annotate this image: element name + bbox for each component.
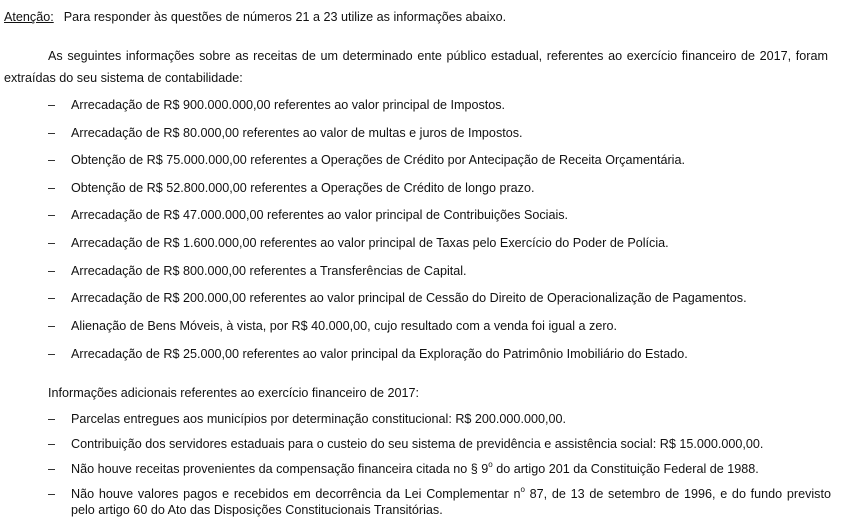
list-item-text: Alienação de Bens Móveis, à vista, por R$ 40.000,00, cujo resultado com a venda foi igual a zero. <box>71 319 618 333</box>
superscript: o <box>488 460 493 469</box>
bullet-dash: – <box>48 98 56 112</box>
list-item-text: Arrecadação de R$ 25.000,00 referentes ao valor principal da Exploração do Patrimônio Imobiliário do Estado. <box>71 347 688 361</box>
bullet-dash: – <box>48 462 56 476</box>
bullet-dash: – <box>48 208 56 222</box>
bullet-dash: – <box>48 319 56 333</box>
list-item-text: Arrecadação de R$ 900.000.000,00 referentes ao valor principal de Impostos. <box>71 98 506 112</box>
attention-text: Para responder às questões de números 21 a 23 utilize as informações abaixo. <box>63 10 507 24</box>
list-item-text: Obtenção de R$ 52.800.000,00 referentes a Operações de Crédito de longo prazo. <box>71 181 535 195</box>
list-item-text: Arrecadação de R$ 800.000,00 referentes a Transferências de Capital. <box>71 264 467 278</box>
list-item-text: Arrecadação de R$ 80.000,00 referentes ao valor de multas e juros de Impostos. <box>71 126 523 140</box>
bullet-dash: – <box>48 153 56 167</box>
bullet-dash: – <box>48 181 56 195</box>
list-item-text: Arrecadação de R$ 47.000.000,00 referentes ao valor principal de Contribuições Sociais. <box>71 208 569 222</box>
list-item-text: Arrecadação de R$ 200.000,00 referentes ao valor principal de Cessão do Direito de Operacionalização de Pagamentos. <box>71 291 747 305</box>
list-item-text: Obtenção de R$ 75.000.000,00 referentes a Operações de Crédito por Antecipação de Receita Orçamentária. <box>71 153 685 167</box>
superscript: o <box>520 485 525 494</box>
text-part: 87, de 13 de setembro de 1996, e do fundo previsto pelo artigo 60 do Ato das Disposições Constitucionais Transitórias. <box>71 487 831 517</box>
bullet-dash: – <box>48 236 56 250</box>
list-item-text: Parcelas entregues aos municípios por determinação constitucional: R$ 200.000.000,00. <box>71 412 566 426</box>
list-item-text <box>71 461 759 477</box>
attention-label: Atenção: <box>4 10 54 24</box>
list-item-text <box>71 486 831 518</box>
list-item-text: Arrecadação de R$ 1.600.000,00 referentes ao valor principal de Taxas pelo Exercício do Poder de Polícia. <box>71 236 669 250</box>
text-part: Não houve valores pagos e recebidos em decorrência da Lei Complementar n <box>71 487 521 501</box>
bullet-dash: – <box>48 347 56 361</box>
additional-heading: Informações adicionais referentes ao exercício financeiro de 2017: <box>48 386 420 400</box>
list-item-text: Contribuição dos servidores estaduais para o custeio do seu sistema de previdência e assistência social: R$ 15.000.000,00. <box>71 437 764 451</box>
text-part: do artigo 201 da Constituição Federal de 1988. <box>492 462 759 476</box>
bullet-dash: – <box>48 437 56 451</box>
bullet-dash: – <box>48 291 56 305</box>
intro-paragraph: As seguintes informações sobre as receitas de um determinado ente público estadual, referentes ao exercício financeiro de 2017, foram extraídas do seu sistema de contabilidade: <box>4 49 828 85</box>
text-part: Não houve receitas provenientes da compensação financeira citada no § 9 <box>71 462 489 476</box>
bullet-dash: – <box>48 487 56 501</box>
bullet-dash: – <box>48 126 56 140</box>
bullet-dash: – <box>48 264 56 278</box>
bullet-dash: – <box>48 412 56 426</box>
attention-line <box>4 9 506 25</box>
